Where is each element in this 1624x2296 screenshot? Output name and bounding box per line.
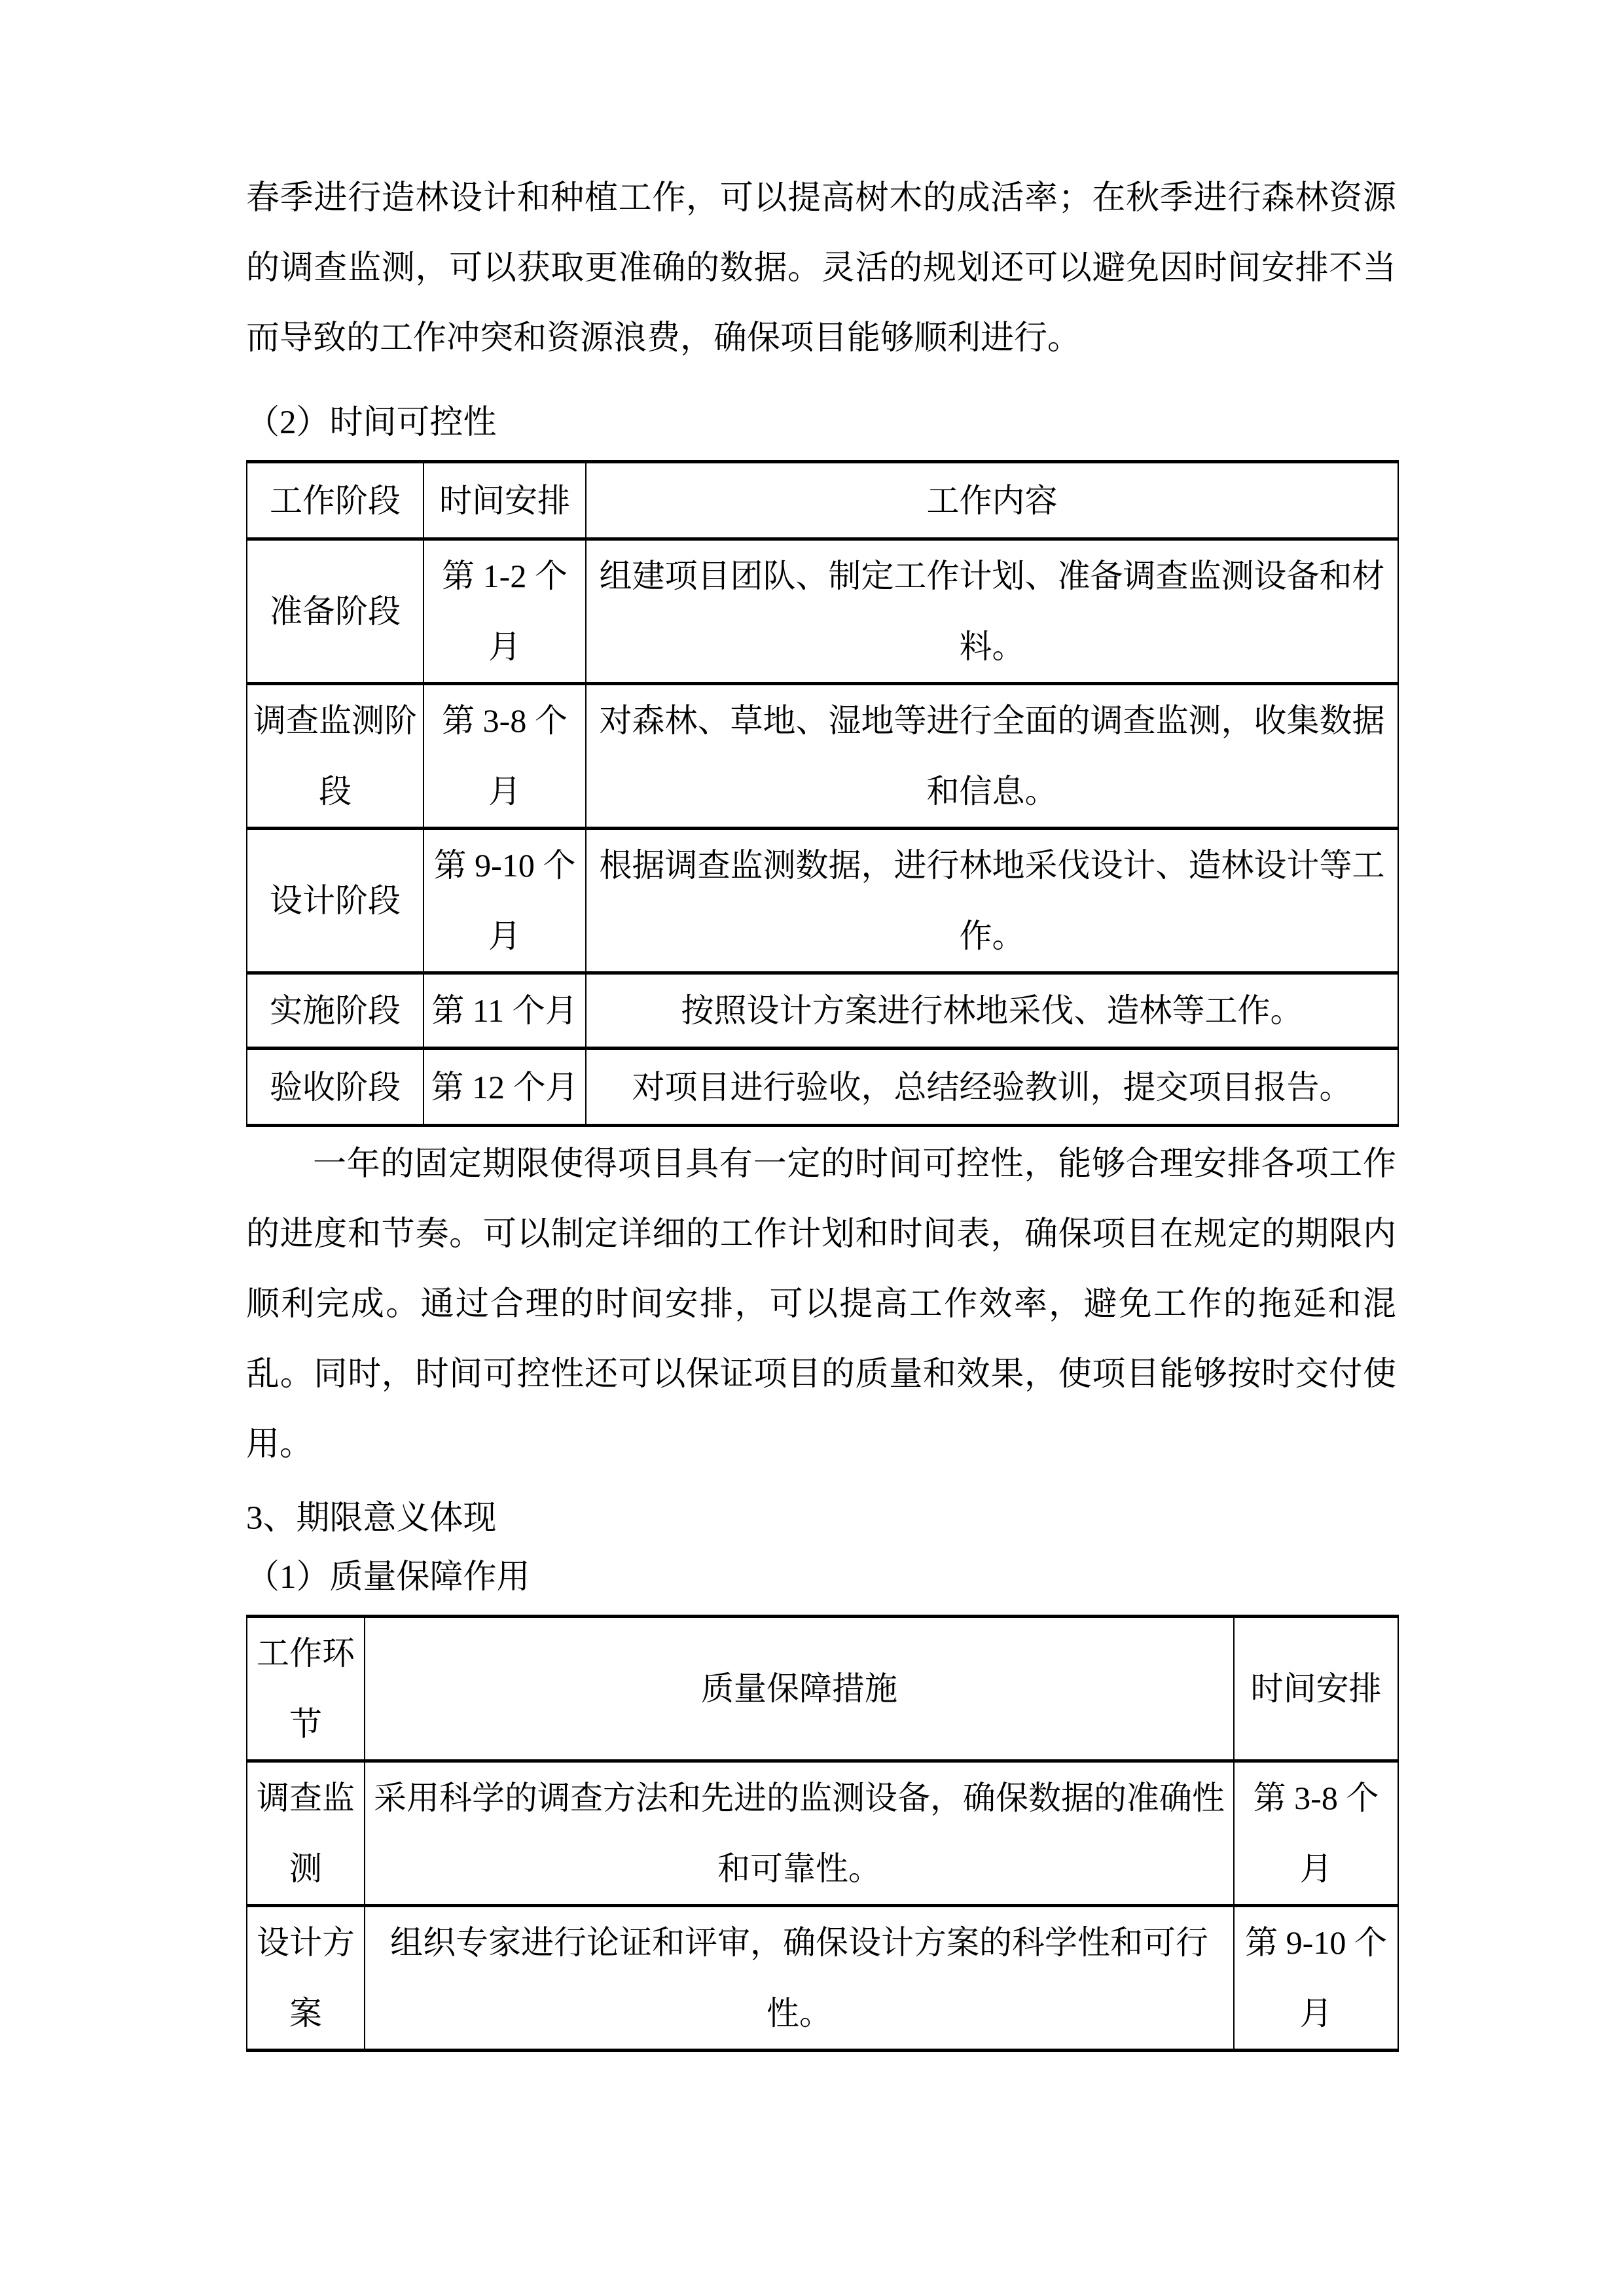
- cell-step: 设计方案: [247, 1906, 365, 2051]
- quality-assurance-table: [246, 1615, 1399, 2052]
- table-row: [247, 829, 1398, 973]
- cell-content: 组建项目团队、制定工作计划、准备调查监测设备和材料。: [586, 539, 1398, 684]
- table-row: [247, 973, 1398, 1049]
- table-row: [247, 539, 1398, 684]
- cell-time: 第 9-10 个月: [424, 829, 586, 973]
- table-header-row: [247, 1617, 1398, 1761]
- table-row: [247, 684, 1398, 829]
- table-row: [247, 1049, 1398, 1126]
- paragraph-seasonal-planning: 春季进行造林设计和种植工作，可以提高树木的成活率；在秋季进行森林资源的调查监测，可以获取更准确的数据。灵活的规划还可以避免因时间安排不当而导致的工作冲突和资源浪费，确保项目能够顺利进行。: [246, 180, 1396, 357]
- cell-stage: 准备阶段: [247, 539, 424, 684]
- cell-time: 第 9-10 个月: [1234, 1906, 1398, 2051]
- header-cell-time-arrangement: 时间安排: [424, 462, 586, 539]
- heading-quality-assurance: （1）质量保障作用: [246, 1559, 530, 1596]
- cell-stage: 调查监测阶段: [247, 684, 424, 829]
- cell-content: 按照设计方案进行林地采伐、造林等工作。: [586, 973, 1398, 1049]
- header-cell-work-step: 工作环节: [247, 1617, 365, 1761]
- cell-time: 第 12 个月: [424, 1049, 586, 1126]
- cell-time: 第 1-2 个月: [424, 539, 586, 684]
- cell-step: 调查监测: [247, 1761, 365, 1906]
- cell-time: 第 3-8 个月: [424, 684, 586, 829]
- cell-stage: 实施阶段: [247, 973, 424, 1049]
- cell-time: 第 11 个月: [424, 973, 586, 1049]
- cell-content: 对森林、草地、湿地等进行全面的调查监测，收集数据和信息。: [586, 684, 1398, 829]
- header-cell-work-stage: 工作阶段: [247, 462, 424, 539]
- table-row: [247, 1761, 1398, 1906]
- header-cell-work-content: 工作内容: [586, 462, 1398, 539]
- cell-measure: 采用科学的调查方法和先进的监测设备，确保数据的准确性和可靠性。: [365, 1761, 1234, 1906]
- paragraph-fixed-term: 一年的固定期限使得项目具有一定的时间可控性，能够合理安排各项工作的进度和节奏。可以制定详细的工作计划和时间表，确保项目在规定的期限内顺利完成。通过合理的时间安排，可以提高工作效率，避免工作的拖延和混乱。同时，时间可控性还可以保证项目的质量和效果，使项目能够按时交付使用。: [246, 1146, 1396, 1463]
- cell-content: 对项目进行验收，总结经验教训，提交项目报告。: [586, 1049, 1398, 1126]
- table-header-row: [247, 462, 1398, 539]
- cell-stage: 验收阶段: [247, 1049, 424, 1126]
- heading-term-significance: 3、期限意义体现: [246, 1500, 497, 1537]
- cell-stage: 设计阶段: [247, 829, 424, 973]
- heading-time-controllability: （2）时间可控性: [246, 404, 497, 441]
- table-row: [247, 1906, 1398, 2051]
- work-schedule-table: [246, 460, 1399, 1127]
- cell-time: 第 3-8 个月: [1234, 1761, 1398, 1906]
- header-cell-quality-measures: 质量保障措施: [365, 1617, 1234, 1761]
- header-cell-time-arrangement: 时间安排: [1234, 1617, 1398, 1761]
- cell-measure: 组织专家进行论证和评审，确保设计方案的科学性和可行性。: [365, 1906, 1234, 2051]
- cell-content: 根据调查监测数据，进行林地采伐设计、造林设计等工作。: [586, 829, 1398, 973]
